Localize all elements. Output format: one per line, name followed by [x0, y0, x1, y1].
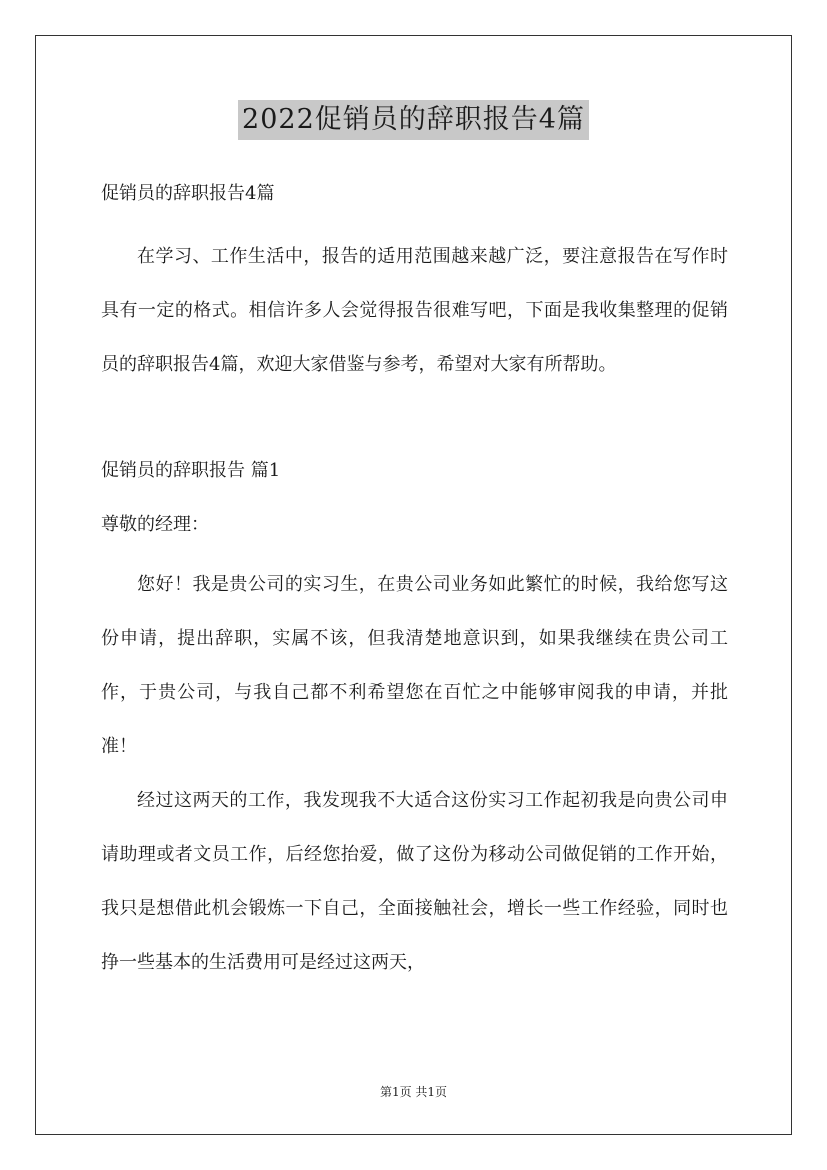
page-footer	[0, 1083, 827, 1100]
document-body	[101, 177, 728, 990]
body-paragraph-2: 经过这两天的工作，我发现我不大适合这份实习工作起初我是向贵公司申请助理或者文员工作，后经您抬爱，做了这份为移动公司做促销的工作开始，我只是想借此机会锻炼一下自己，全面接触社会，增长一些工作经验，同时也挣一些基本的生活费用可是经过这两天，	[101, 790, 728, 973]
document-title: 2022促销员的辞职报告4篇	[238, 100, 589, 140]
body-paragraph-1: 您好！我是贵公司的实习生，在贵公司业务如此繁忙的时候，我给您写这份申请，提出辞职，实属不该，但我清楚地意识到，如果我继续在贵公司工作，于贵公司，与我自己都不利希望您在百忙之中能够审阅我的申请，并批准！	[101, 574, 728, 757]
document-subtitle: 促销员的辞职报告4篇	[101, 183, 275, 204]
intro-paragraph: 在学习、工作生活中，报告的适用范围越来越广泛，要注意报告在写作时具有一定的格式。相信许多人会觉得报告很难写吧，下面是我收集整理的促销员的辞职报告4篇，欢迎大家借鉴与参考，希望对大家有所帮助。	[101, 246, 728, 375]
section-heading: 促销员的辞职报告 篇1	[101, 460, 281, 481]
page-number: 第1页 共1页	[379, 1085, 448, 1099]
salutation: 尊敬的经理：	[101, 514, 209, 535]
title-wrap	[0, 100, 827, 140]
